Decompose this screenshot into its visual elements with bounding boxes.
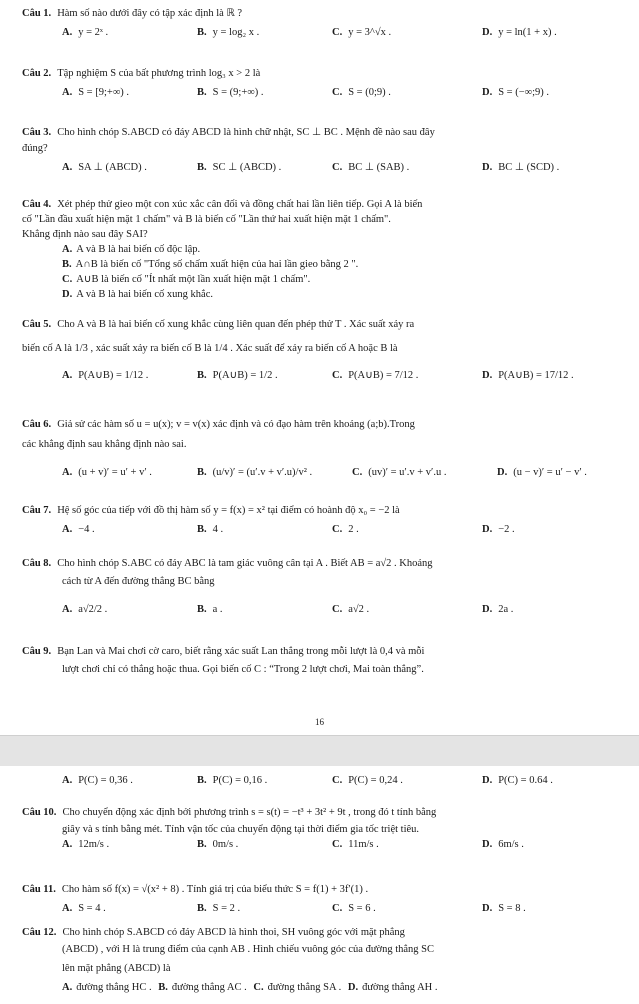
question-stem: Bạn Lan và Mai chơi cờ caro, biết rằng xác suất Lan thắng trong mỗi lượt là 0,4 và mỗi (57, 646, 425, 657)
question-number: Câu 5. (22, 319, 52, 330)
option-a[interactable]: A. A và B là hai biến cố độc lập. (62, 244, 201, 255)
option-c[interactable]: C. y = 3^√x . (332, 27, 392, 38)
option-d[interactable]: D. (u − v)′ = u′ − v′ . (497, 467, 587, 478)
question-stem: Cho hình chóp S.ABCD có đáy ABCD là hình chữ nhật, SC ⊥ BC . Mệnh đề nào sau đây (57, 127, 435, 138)
question-stem: Cho A và B là hai biến cố xung khắc cùng liên quan đến phép thử T . Xác suất xảy ra (57, 319, 415, 330)
option-a[interactable]: A. S = 4 . (62, 903, 106, 914)
question-stem: Cho hàm số f(x) = √(x² + 8) . Tính giá trị của biểu thức S = f(1) + 3f′(1) . (61, 884, 369, 895)
option-c[interactable]: C. 2 . (332, 524, 359, 535)
option-a[interactable]: A. SA ⊥ (ABCD) . (62, 162, 147, 173)
question-stem-cont: giây và s tính bằng mét. Tính vận tốc của chuyển động tại thời điểm gia tốc triệt tiêu. (62, 824, 420, 835)
question-number: Câu 11. (22, 884, 56, 895)
question-1 (22, 7, 622, 40)
question-number: Câu 6. (22, 419, 52, 430)
question-10 (22, 806, 622, 852)
question-9 (22, 645, 622, 677)
question-number: Câu 10. (22, 807, 57, 818)
question-stem: Xét phép thử gieo một con xúc xắc cân đối và đồng chất hai lần liên tiếp. Gọi A là biến (57, 199, 423, 210)
option-b[interactable]: B. S = (9;+∞) . (197, 87, 264, 98)
question-number: Câu 3. (22, 127, 52, 138)
option-a[interactable]: A. (u + v)′ = u′ + v′ . (62, 467, 152, 478)
option-b[interactable]: B. a . (197, 604, 223, 615)
question-stem-cont: đúng? (22, 143, 48, 154)
question-number: Câu 8. (22, 558, 52, 569)
question-number: Câu 9. (22, 646, 52, 657)
question-stem: Giả sử các hàm số u = u(x); v = v(x) xác định và có đạo hàm trên khoảng (a;b).Trong (57, 419, 415, 430)
question-stem-cont: lượt chơi chỉ có thắng hoặc thua. Gọi biến cố C : “Trong 2 lượt chơi, Mai toàn thắng”. (62, 664, 424, 675)
question-stem-cont: các khẳng định sau khẳng định nào sai. (22, 439, 187, 450)
option-c[interactable]: C. (uv)′ = u′.v + v′.u . (352, 467, 447, 478)
option-d[interactable]: D. 2a . (482, 604, 514, 615)
option-a[interactable]: A. y = 2ˣ . (62, 27, 109, 38)
option-a[interactable]: A. đường thẳng HC . (62, 982, 152, 993)
question-stem-cont: lên mặt phẳng (ABCD) là (62, 963, 171, 974)
option-c[interactable]: C. P(A∪B) = 7/12 . (332, 370, 419, 381)
option-b[interactable]: B. (u/v)′ = (u′.v + v′.u)/v² . (197, 467, 313, 478)
question-stem-cont: cố "Lần đầu xuất hiện mặt 1 chấm" và B là biến cố "Lần thứ hai xuất hiện mặt 1 chấm". (22, 214, 391, 225)
option-d[interactable]: D. 6m/s . (482, 839, 524, 850)
question-stem-cont: biến cố A là 1/3 , xác suất xảy ra biến cố B là 1/4 . Xác suất để xảy ra biến cố A hoặc B là (22, 343, 398, 354)
option-a[interactable]: A. S = [9;+∞) . (62, 87, 130, 98)
question-2 (22, 67, 622, 100)
option-b[interactable]: B. S = 2 . (197, 903, 241, 914)
page-separator (0, 735, 639, 767)
question-stem-cont: cách từ A đến đường thẳng BC bằng (62, 576, 215, 587)
option-b[interactable]: B. P(A∪B) = 1/2 . (197, 370, 278, 381)
option-row (62, 981, 622, 995)
option-b[interactable]: B. 0m/s . (197, 839, 239, 850)
option-b[interactable]: B. A∩B là biến cố "Tổng số chấm xuất hiện của hai lần gieo bằng 2 ". (62, 259, 359, 270)
question-stem: Hệ số góc của tiếp với đồ thị hàm số y = f(x) = x² tại điểm có hoành độ x₀ = −2 là (57, 505, 400, 516)
option-a[interactable]: A. P(A∪B) = 1/12 . (62, 370, 149, 381)
option-d[interactable]: D. P(A∪B) = 17/12 . (482, 370, 574, 381)
question-6 (22, 418, 622, 480)
option-a[interactable]: A. a√2/2 . (62, 604, 108, 615)
option-c[interactable]: C. 11m/s . (332, 839, 379, 850)
question-4 (22, 198, 622, 302)
option-d[interactable]: D. đường thẳng AH . (347, 982, 438, 993)
option-b[interactable]: B. P(C) = 0,16 . (197, 775, 268, 786)
option-a[interactable]: A. P(C) = 0,36 . (62, 775, 133, 786)
option-a[interactable]: A. −4 . (62, 524, 95, 535)
option-c[interactable]: C. BC ⊥ (SAB) . (332, 162, 410, 173)
question-stem: Cho chuyển động xác định bởi phương trình s = s(t) = −t³ + 3t² + 9t , trong đó t tính bằng (62, 807, 437, 818)
option-a[interactable]: A. 12m/s . (62, 839, 110, 850)
question-number: Câu 1. (22, 8, 52, 19)
option-c[interactable]: C. S = (0;9) . (332, 87, 391, 98)
question-9-options (22, 774, 622, 788)
question-stem: Cho hình chóp S.ABC có đáy ABC là tam giác vuông cân tại A . Biết AB = a√2 . Khoảng (57, 558, 433, 569)
question-number: Câu 4. (22, 199, 52, 210)
option-d[interactable]: D. BC ⊥ (SCD) . (482, 162, 560, 173)
option-c[interactable]: C. A∪B là biến cố "Ít nhất một lần xuất hiện mặt 1 chấm". (62, 274, 311, 285)
page-number: 16 (315, 717, 324, 727)
question-12 (22, 926, 622, 995)
option-b[interactable]: B. SC ⊥ (ABCD) . (197, 162, 282, 173)
question-3 (22, 126, 622, 175)
option-c[interactable]: C. S = 6 . (332, 903, 376, 914)
question-number: Câu 2. (22, 68, 52, 79)
question-stem-cont: (ABCD) , với H là trung điểm của cạnh AB . Hình chiếu vuông góc của đường thẳng SC (62, 944, 434, 955)
option-d[interactable]: D. y = ln(1 + x) . (482, 27, 557, 38)
question-stem: Hàm số nào dưới đây có tập xác định là ℝ ? (57, 8, 243, 19)
option-c[interactable]: C. đường thẳng SA . (253, 982, 342, 993)
option-d[interactable]: D. −2 . (482, 524, 515, 535)
question-stem: Cho hình chóp S.ABCD có đáy ABCD là hình thoi, SH vuông góc với mặt phẳng (62, 927, 405, 938)
option-c[interactable]: C. a√2 . (332, 604, 370, 615)
question-8 (22, 557, 622, 617)
option-d[interactable]: D. A và B là hai biến cố xung khắc. (62, 289, 213, 300)
option-b[interactable]: B. đường thẳng AC . (158, 982, 247, 993)
question-stem-cont: Khẳng định nào sau đây SAI? (22, 229, 148, 240)
option-d[interactable]: D. S = 8 . (482, 903, 526, 914)
option-b[interactable]: B. y = log₂ x . (197, 27, 260, 38)
question-number: Câu 12. (22, 927, 57, 938)
question-5 (22, 318, 622, 383)
option-d[interactable]: D. S = (−∞;9) . (482, 87, 550, 98)
option-d[interactable]: D. P(C) = 0.64 . (482, 775, 553, 786)
question-number: Câu 7. (22, 505, 52, 516)
option-c[interactable]: C. P(C) = 0,24 . (332, 775, 403, 786)
question-7 (22, 504, 622, 537)
question-stem: Tập nghiệm S của bất phương trình log₃ x > 2 là (57, 68, 261, 79)
option-b[interactable]: B. 4 . (197, 524, 224, 535)
question-11 (22, 883, 622, 916)
sheet-bottom (0, 766, 639, 1004)
